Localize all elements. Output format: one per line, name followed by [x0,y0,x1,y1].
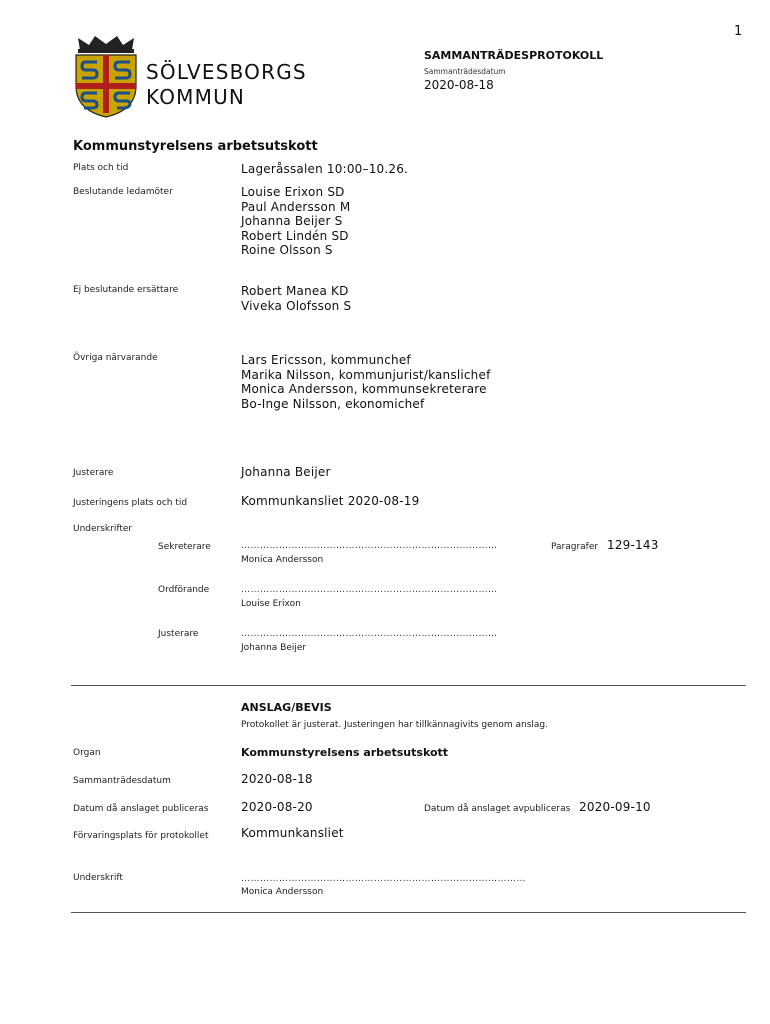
signature-line: ……………………………………………………………………… [241,585,498,595]
member-name: Roine Olsson S [241,243,333,258]
adjuster-role: Justerare [158,629,199,639]
municipality-logo [72,34,322,120]
attendee-name: Monica Andersson, kommunsekreterare [241,382,487,397]
committee-heading: Kommunstyrelsens arbetsutskott [73,139,318,154]
notice-meeting-date-value: 2020-08-18 [241,772,313,786]
attendee-name: Lars Ericsson, kommunchef [241,353,411,367]
non-voting-list [241,284,351,313]
paragraphs-label: Paragrafer [551,542,599,552]
storage-label: Förvaringsplats för protokollet [73,831,209,841]
signature-name: Monica Andersson [241,887,324,897]
coat-of-arms-icon [72,34,140,118]
paragraphs-value: 129-143 [607,538,659,552]
adjust-place-time-label: Justeringens plats och tid [73,498,188,508]
member-name: Robert Manea KD [241,284,349,298]
chair-role: Ordförande [158,585,210,595]
document-title: SAMMANTRÄDESPROTOKOLL [424,49,604,62]
non-voting-label: Ej beslutande ersättare [73,285,179,295]
chair-name: Louise Erixon [241,599,301,609]
section-divider [71,685,746,686]
notice-meeting-date-label: Sammanträdesdatum [73,776,171,786]
secretary-name: Monica Andersson [241,555,324,565]
organ-label: Organ [73,748,101,758]
signature-label: Underskrift [73,873,123,883]
published-value: 2020-08-20 [241,800,313,814]
member-name: Robert Lindén SD [241,228,349,243]
notice-title: ANSLAG/BEVIS [241,701,332,714]
place-time-value: Lageråssalen 10:00–10.26. [241,162,409,176]
voting-members-list [241,185,350,258]
place-time-label: Plats och tid [73,163,129,173]
logo-text-line1: SÖLVESBORGS [146,60,307,84]
member-name: Viveka Olofsson S [241,298,352,313]
attendee-name: Marika Nilsson, kommunjurist/kanslichef [241,367,491,382]
adjuster-label: Justerare [73,468,114,478]
signatures-label: Underskrifter [73,524,133,534]
signature-line: ……………………………………………………………………… [241,541,498,551]
adjuster-value: Johanna Beijer [241,465,331,479]
member-name: Paul Andersson M [241,199,351,214]
published-label: Datum då anslaget publiceras [73,804,209,814]
member-name: Johanna Beijer S [241,214,343,229]
adjuster-name: Johanna Beijer [241,643,307,653]
notice-text: Protokollet är justerat. Justeringen har tillkännagivits genom anslag. [241,720,548,730]
page-number: 1 [734,24,743,39]
storage-value: Kommunkansliet [241,826,344,840]
unpublished-label: Datum då anslaget avpubliceras [424,804,571,814]
attendee-name: Bo-Inge Nilsson, ekonomichef [241,396,425,411]
organ-value: Kommunstyrelsens arbetsutskott [241,746,449,759]
member-name: Louise Erixon SD [241,185,345,199]
signature-line: ……………………………………………………………………………… [241,874,526,884]
logo-text-line2: KOMMUN [146,85,246,109]
unpublished-value: 2020-09-10 [579,800,651,814]
meeting-date-label: Sammanträdesdatum [424,67,506,76]
adjust-place-time-value: Kommunkansliet 2020-08-19 [241,494,420,508]
secretary-role: Sekreterare [158,542,211,552]
signature-line: ……………………………………………………………………… [241,629,498,639]
meeting-date: 2020-08-18 [424,78,494,92]
others-present-list [241,353,491,411]
others-present-label: Övriga närvarande [73,353,158,363]
voting-members-label: Beslutande ledamöter [73,187,173,197]
bottom-divider [71,912,746,913]
